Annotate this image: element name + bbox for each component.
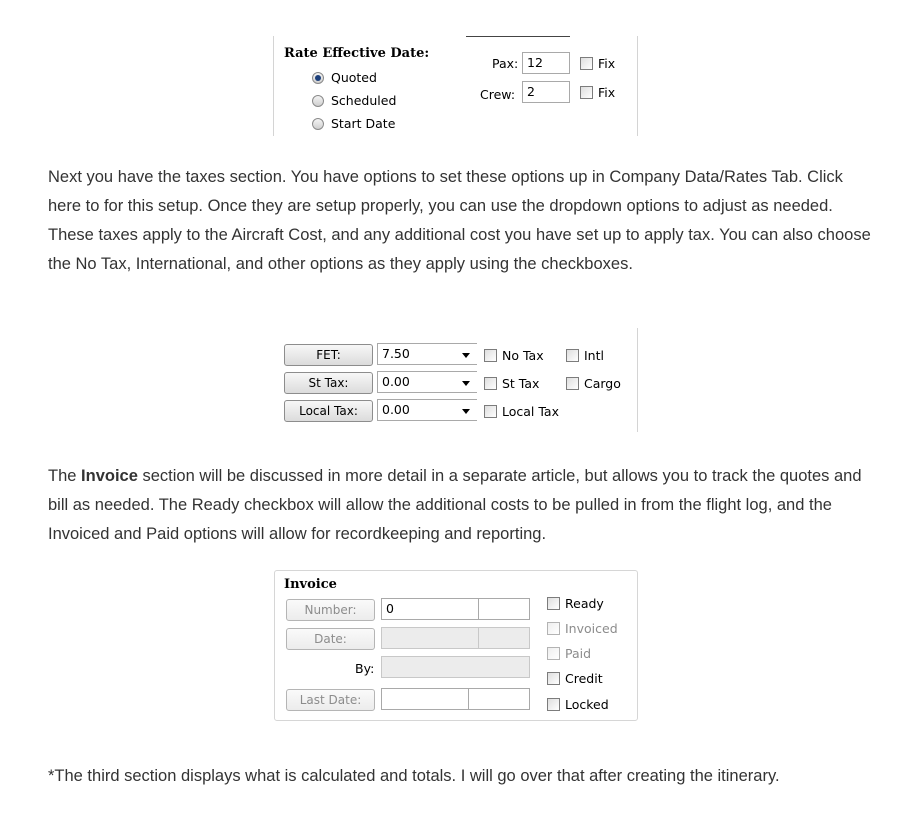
ready-checkbox[interactable]: [547, 597, 560, 610]
fet-button[interactable]: FET:: [284, 344, 373, 366]
st-tax-dropdown[interactable]: 0.00: [377, 371, 477, 393]
no-tax-checkbox[interactable]: [484, 349, 497, 362]
panel-right-border: [637, 36, 638, 136]
pax-fix-checkbox[interactable]: [580, 57, 593, 70]
last-date-extra-input[interactable]: [468, 688, 530, 710]
radio-quoted-label: Quoted: [331, 70, 377, 85]
local-tax-dropdown-arrow-icon[interactable]: [462, 409, 470, 414]
crew-label: Crew:: [480, 87, 516, 102]
radio-start-date-label: Start Date: [331, 116, 396, 131]
local-tax-dropdown[interactable]: 0.00: [377, 399, 477, 421]
radio-scheduled-label: Scheduled: [331, 93, 397, 108]
radio-scheduled[interactable]: [312, 95, 324, 107]
credit-label: Credit: [565, 671, 603, 686]
ready-label: Ready: [565, 596, 604, 611]
radio-quoted[interactable]: [312, 72, 324, 84]
no-tax-label: No Tax: [502, 348, 544, 363]
st-tax-checkbox[interactable]: [484, 377, 497, 390]
rate-effective-date-title: Rate Effective Date:: [284, 46, 430, 61]
number-input[interactable]: 0: [381, 598, 479, 620]
number-button[interactable]: Number:: [286, 599, 375, 621]
fet-dropdown[interactable]: 7.50: [377, 343, 477, 365]
footnote-paragraph: *The third section displays what is calculated and totals. I will go over that after creating the itinerary.: [48, 767, 780, 785]
taxes-paragraph: Next you have the taxes section. You have options to set these options up in Company Data/Rates Tab. Click here to for this setup. Once they are setup properly, you can use the dropdown options to adjust as needed. These taxes apply to the Aircraft Cost, and any additional cost you have set up to apply tax. You can also choose the No Tax, International, and other options as they apply using the checkboxes.: [48, 168, 871, 273]
fet-dropdown-arrow-icon[interactable]: [462, 353, 470, 358]
pax-fix-label: Fix: [598, 56, 616, 71]
invoice-paragraph-bold: Invoice: [81, 467, 138, 485]
st-tax-dropdown-arrow-icon[interactable]: [462, 381, 470, 386]
invoiced-checkbox[interactable]: [547, 622, 560, 635]
pax-input[interactable]: 12: [522, 52, 570, 74]
date-button[interactable]: Date:: [286, 628, 375, 650]
radio-start-date[interactable]: [312, 118, 324, 130]
local-tax-check-label: Local Tax: [502, 404, 559, 419]
st-tax-check-label: St Tax: [502, 376, 540, 391]
by-label: By:: [355, 661, 375, 676]
cargo-label: Cargo: [584, 376, 621, 391]
by-input: [381, 656, 530, 678]
invoice-paragraph: [48, 462, 878, 549]
local-tax-button[interactable]: Local Tax:: [284, 400, 373, 422]
crew-fix-checkbox[interactable]: [580, 86, 593, 99]
invoice-title: Invoice: [284, 577, 337, 592]
locked-checkbox[interactable]: [547, 698, 560, 711]
number-extra-input[interactable]: [478, 598, 530, 620]
panel-top-divider: [466, 36, 570, 37]
credit-checkbox[interactable]: [547, 672, 560, 685]
paid-checkbox[interactable]: [547, 647, 560, 660]
last-date-button[interactable]: Last Date:: [286, 689, 375, 711]
paid-label: Paid: [565, 646, 592, 661]
tax-panel-right-border: [637, 328, 638, 432]
invoice-paragraph-before: The: [48, 467, 82, 485]
pax-label: Pax:: [492, 56, 519, 71]
cargo-checkbox[interactable]: [566, 377, 579, 390]
crew-fix-label: Fix: [598, 85, 616, 100]
intl-checkbox[interactable]: [566, 349, 579, 362]
crew-input[interactable]: 2: [522, 81, 570, 103]
intl-label: Intl: [584, 348, 604, 363]
locked-label: Locked: [565, 697, 609, 712]
date-input: [381, 627, 479, 649]
local-tax-checkbox[interactable]: [484, 405, 497, 418]
last-date-input[interactable]: [381, 688, 469, 710]
invoiced-label: Invoiced: [565, 621, 618, 636]
date-extra-input: [478, 627, 530, 649]
st-tax-button[interactable]: St Tax:: [284, 372, 373, 394]
panel-left-border: [273, 36, 274, 136]
invoice-paragraph-after: section will be discussed in more detail in a separate article, but allows you to track the quotes and bill as needed. The Ready checkbox will allow the additional costs to be pulled in from the flight log, and the Invoiced and Paid options will allow for recordkeeping and reporting.: [48, 467, 862, 543]
